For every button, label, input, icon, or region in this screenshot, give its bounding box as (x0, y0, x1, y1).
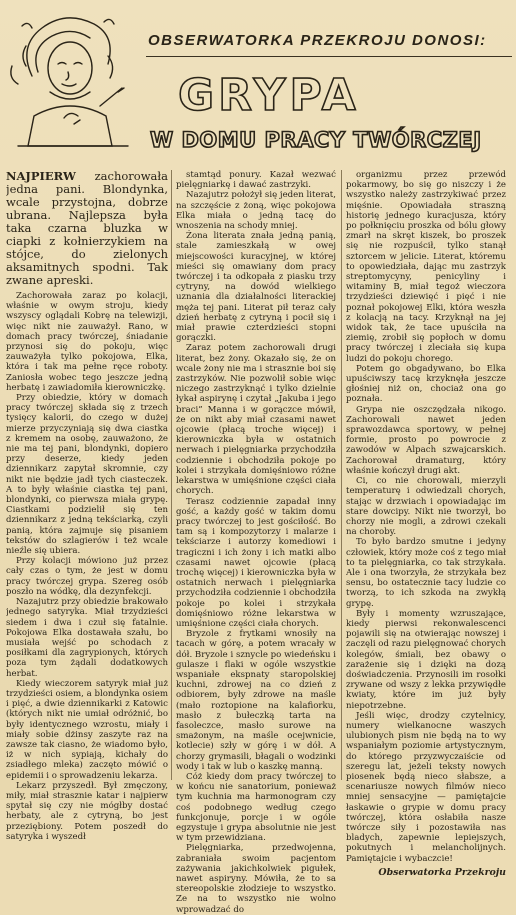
paragraph: Przy obiedzie, który w domach pracy twórczej składa się z trzech tysięcy kalorii, do czego w dużej mierze przyczyniają się dwa ciastka z kremem na osobę, zauważono, że nie ma tej pani, blondynki, dopiero przy deserze, kiedy jeden dziennikarz zapytał skromnie, czy nikt nie będzie jadł tych ciasteczek. A to były właśnie ciastka tej pani, blondynki, co pierwsza miała grypę. Ciastkami podzielił się ten dziennikarz z jedną tekściarką, czyli panią, która zajmuje się pisaniem tekstów do szlagierów i też wcale nieźle się ubiera. (6, 393, 168, 557)
paragraph: Kiedy wieczorem satyryk miał już trzydzieści osiem, a blondynka osiem i pięć, a dwie dziennikarki z Katowic (których nikt nie umiał odróżnić, bo były identycznego wzrostu, miały i miały sobie dżinsy zaszyte raz na zawsze tak ciasno, że wiadomo było, iż w nich sypiają, kichały do zsiadłego mleka) zaczęto mówić o epidemii i o sprowadzeniu lekarza. (6, 678, 168, 781)
lead-text: zachorowała jedna pani. Blondynka, wcale przystojna, dobrze ubrana. Najlepsza była taka czarna bluzka w ciapki z kołnierzykiem na stójce, do zielonych aksamitnych spodni. Tak zwane apreski. (6, 170, 168, 287)
series-title: OBSERWATORKA PRZEKROJU DONOSI: (148, 32, 487, 49)
paragraph: Ci, co nie chorowali, mierzyli temperaturę i odwiedzali chorych, stając w drzwiach i opowiadając im stare dowcipy. Nikt nie tworzył, bo chorzy nie mogli, a zdrowi czekali na choroby. (346, 476, 506, 538)
header-rule (146, 56, 512, 57)
paragraph: Terasz codziennie zapadał inny gość, a każdy gość w takim domu pracy twórczej to jest gościłość. Bo tam są i kompozytorzy i malarze i tekściarze i autorzy komediowi i tragiczni i ich żony i ich matki albo czasami nawet ojcowie (płacą trochę więcej) i kierowniczka była w ostatnich nerwach i pielęgniarka przychodziła codziennie i obchodziła pokoje po kolei i strzykała domięśniowo różne lekarstwa w umięśnione części ciała chorych. (176, 496, 336, 629)
paragraph: stamtąd ponury. Kazał wezwać pielęgniarkę i dawać zastrzyki. (176, 170, 336, 191)
paragraph: Nazajutrz przy obiedzie brakowało jednego satyryka. Miał trzydzieści siedem i dwa i czuł się fatalnie. Pokojowa Elka dostawała szału, bo musiała wejść po schodach z posiłkami dla zagrypionych, których poza tym żądali dodatkowych herbat. (6, 597, 168, 679)
paragraph: Lekarz przyszedł. Był zmęczony, miły, miał strasznie katar i najpierw spytał się czy nie mógłby dostać herbaty, ale z cytryną, bo jest przeziębiony. Potem poszedł do satyryka i wyszedł (6, 780, 168, 842)
paragraph: organizmu przez przewód pokarmowy, bo się go niszczy i że wszystko należy zastrzykiwać przez mięśnie. Opowiadała straszną historię jednego kuracjusza, który po połknięciu proszka od bólu głowy zmarł na skręt kiszek, bo proszek się nie rozpuścił, tylko stanął sztorcem w jelicie. Literat, któremu to opowiedziała, dając mu zastrzyk streptomycyny, penicyliny i witaminy B, miał tegoż wieczora trzydzieści dziewięć i pięć i nie poznał pokojowej Elki, która weszła z kolacją na tacy. Krzyknął na jej widok tak, że tace upuściła na ziemię, zrobił się popłoch w domu pracy twórczej i zleciała się kupa ludzi do pokoju chorego. (346, 170, 506, 364)
headline-secondary: W DOMU PRACY TWÓRCZEJ (150, 128, 482, 152)
paragraph: Przy kolacji mówiono już przez cały czas o tym, że jest w domu pracy twórczej grypa. Szereg osób poszło na wódkę, dla dezynfekcji. (6, 556, 168, 597)
woman-writer-illustration (4, 6, 140, 158)
paragraph: Były i momenty wzruszające, kiedy pierwsi rekonwalescenci pojawili się na otwierając nowszej i zaczęli od razu pielęgnować chorych kolegów, śmiali, bez obawy o zarażenie się i dzięki na dozą doświadczenia. Przynosili im rosołki zrywane od wszy z lekka przywiędłe kwiaty, które im już były niepotrzebne. (346, 608, 506, 711)
article-column-2 (176, 170, 336, 915)
paragraph: Zachorowała zaraz po kolacji, właśnie w owym stroju, kiedy wszyscy oglądali Kobrę na telewizji, więc nikt nie zauważył. Rano, w domach pracy twórczej, śniadanie przynosi się do pokoju, więc zauważyła tylko pokojowa, Elka, która i tak ma pełne ręce roboty. Zaniosła wobec tego jeszcze jedną herbatę i zawiadomiła kierowniczkę. (6, 291, 168, 393)
column-divider (171, 170, 172, 780)
paragraph: Potem go obgadywano, bo Elka upuściwszy tacę krzyknęła jeszcze głośniej niż on, chociaż ona go poznała. (346, 363, 506, 405)
paragraph: Żona literata znała jedną panią, stale zamieszkałą w owej miejscowości kuracyjnej, w której mieści się omawiany dom pracy twórczej i ta odkopała z piasku trzy cytryny, na dowód wielkiego uznania dla działalności literackiej męża tej pani. Literat pił teraz cały dzień herbatę z cytryną i pocił się i miał prawie czterdzieści stopni gorączki. (176, 231, 336, 344)
paragraph: Cóż kiedy dom pracy twórczej to w końcu nie sanatorium, ponieważ tym kuchnia ma harmonogram czy coś podobnego według czego funkcjonuje, porcje i w ogóle egzystuje i grypa absolutnie nie jest w tym przewidziana. (176, 771, 336, 844)
paragraph: Pielęgniarka, przedwojenna, zabraniała swoim pacjentom zażywania jakichkolwiek pigułek, nawet aspiryny. Mówiła, że to sa stereopolskie złodzieje to wszystko. Ze na to wszystko nie wolno wprowadzać do (176, 843, 336, 915)
paragraph: Nazajutrz położył się jeden literat, na szczęście z żoną, więc pokojowa Elka miała o jedną tacę do wnoszenia na schody mniej. (176, 190, 336, 232)
paragraph: Grypa nie oszczędzała nikogo. Zachorowali nawet jeden sprawozdawca sportowy, w pełnej formie, prosto po powrocie z zawodów w Alpach szwajcarskich. Zachorował dramaturg, który właśnie kończył drugi akt. (346, 404, 506, 476)
author-signature: Obserwatorka Przekroju (378, 866, 506, 878)
lead-bold: NAJPIERW (6, 170, 76, 183)
article-lead (6, 170, 168, 287)
paragraph: Bryzole z frytkami wnosiły na tacach w górę, a potem wracały w dół. Bryzole i sznycle po wiedeńsku i gulasze i flaki w ogóle wszystkie wspaniałe ekspnaty staropolskiej kuchni, zdrowej na co dzień z odbiorem, były zdrowe na maśle (mało roztopione na kalafiorku, masło z bułeczką tarta na fasoleczce, masło surowe na smażonym, na maśle ocejwnicie, kotlecie) szły w górę i w dół. A chorzy grymasili, błagali o wodzinki wody i tak w lub o kaszkę manną. (176, 629, 336, 772)
paragraph: Jeśli więc, drodzy czytelnicy, numery wielkanocne waszych ulubionych pism nie będą na to wy wspaniałym poziomie artystycznym, do którego przyzwyczaiście od szeregu lat, jeżeli teksty nowych piosenek będą nieco słabsze, a scenariusze nowych filmów nieco mniej sensacyjne — pamiętajcie łaskawie o grypie w domu pracy twórczej, która osłabiła nasze twórcze siły i pozostawiła nas bladych, zapewnie lepiejszych, pokutnych i melancholijnych. Pamiętajcie i wybaczcie! (346, 710, 506, 864)
article-column-1 (6, 170, 168, 842)
paragraph: Zaraz potem zachorowali drugi literat, bez żony. Okazało się, że on wcale żony nie ma i strasznie boi się zastrzyków. Nie pozwolił sobie więc niczego zastrzyknąć i tylko dzielnie łykał aspirynę i czytał „Jakuba i jego braci” Manna i w gorączce mówił, że on nikt aby miał czasami nawet ojcowie (płacą troche więcej) i kierowniczka była w ostatnich nerwach i pielęgniarka przychodziła codziennie i obchodziła pokoje po kolei i strzykała domięśniowo różne lekarstwa w umięśnione części ciała chorych. (176, 343, 336, 497)
paragraph: To było bardzo smutne i jedyny człowiek, który może coś z tego miał to ta pielęgniarka, co tak strzykała. Ale i ona tworzyła, że strzykała bez sensu, bo ostatecznie tacy ludzie co tworzą, to ich szkoda na zwykłą grypę. (346, 537, 506, 609)
headline-primary: GRYPA (178, 70, 360, 121)
column-divider (341, 170, 342, 780)
article-column-3 (346, 170, 506, 878)
